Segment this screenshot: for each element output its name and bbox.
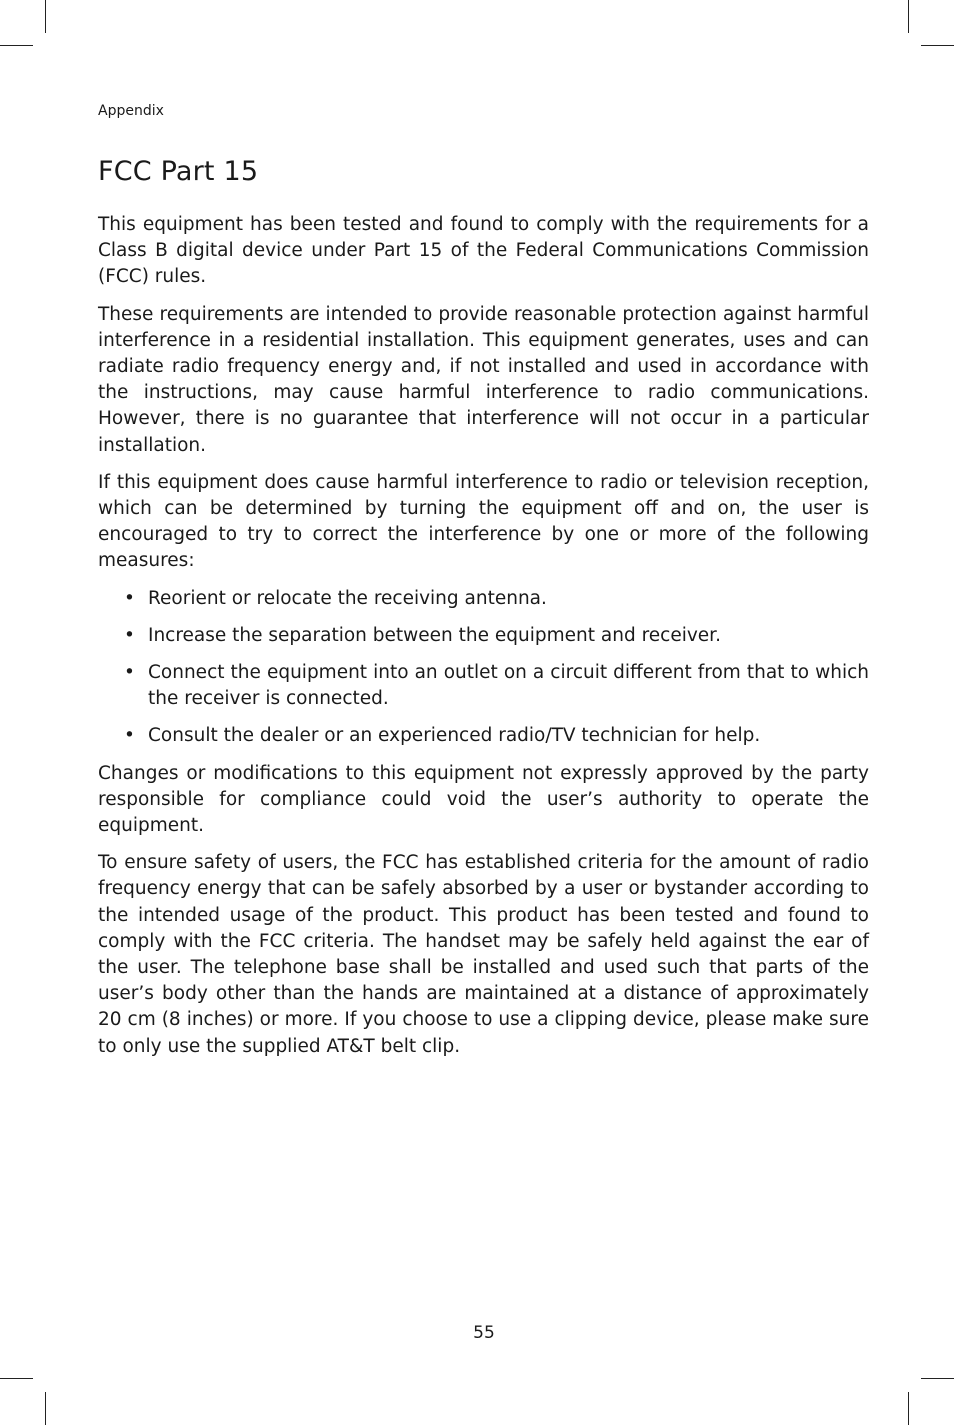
paragraph-requirements: These requirements are intended to provide reasonable protection against harmful interference in a residential installation. This equipment generates, uses and can radiate radio frequency energy and, if not installed and used in accordance with the instructions, may cause harmful interference to radio communications. However, there is no guarantee that interference will not occur in a particular installation. bbox=[98, 303, 869, 456]
paragraph-interference: If this equipment does cause harmful interference to radio or television reception, which can be determined by turning the equipment off and on, the user is encouraged to try to correct the interference by one or more of the following measures: bbox=[98, 471, 869, 572]
crop-mark-top-left-vertical bbox=[45, 0, 46, 33]
list-item-text: Consult the dealer or an experienced radio/TV technician for help. bbox=[148, 725, 761, 747]
list-item bbox=[98, 623, 869, 649]
crop-mark-bottom-right-vertical bbox=[908, 1392, 909, 1425]
page-number: 55 bbox=[473, 1323, 495, 1343]
bullet-icon: • bbox=[124, 624, 135, 646]
list-item-text: Increase the separation between the equipment and receiver. bbox=[148, 624, 721, 646]
paragraph-modifications: Changes or modifications to this equipment not expressly approved by the party responsible for compliance could void the user’s authority to operate the equipment. bbox=[98, 762, 869, 837]
crop-mark-top-right-horizontal bbox=[921, 45, 954, 46]
bullet-icon: • bbox=[124, 662, 135, 684]
bullet-icon: • bbox=[124, 587, 135, 609]
list-item bbox=[98, 586, 869, 612]
crop-mark-bottom-left-vertical bbox=[45, 1392, 46, 1425]
measures-list bbox=[98, 586, 869, 750]
crop-mark-bottom-left-horizontal bbox=[0, 1378, 33, 1379]
list-item bbox=[98, 723, 869, 749]
paragraph-rf-safety: To ensure safety of users, the FCC has established criteria for the amount of radio frequency energy that can be safely absorbed by a user or bystander according to the intended usage of the product. This product has been tested and found to comply with the FCC criteria. The handset may be safely held against the ear of the user. The telephone base shall be installed and used such that parts of the user’s body other than the hands are maintained at a distance of approximately 20 cm (8 inches) or more. If you choose to use a clipping device, please make sure to only use the supplied AT&T belt clip. bbox=[98, 852, 869, 1057]
running-head: Appendix bbox=[98, 103, 164, 119]
bullet-icon: • bbox=[124, 725, 135, 747]
list-item bbox=[98, 660, 869, 712]
page-content bbox=[98, 150, 869, 1071]
paragraph-compliance: This equipment has been tested and found to comply with the requirements for a Class B digital device under Part 15 of the Federal Communications Commission (FCC) rules. bbox=[98, 214, 869, 288]
list-item-text: Connect the equipment into an outlet on a circuit different from that to which the receiver is connected. bbox=[148, 662, 869, 710]
crop-mark-top-left-horizontal bbox=[0, 45, 33, 46]
crop-mark-bottom-right-horizontal bbox=[921, 1378, 954, 1379]
crop-mark-top-right-vertical bbox=[908, 0, 909, 33]
section-title: FCC Part 15 bbox=[98, 156, 259, 187]
list-item-text: Reorient or relocate the receiving antenna. bbox=[148, 587, 547, 609]
